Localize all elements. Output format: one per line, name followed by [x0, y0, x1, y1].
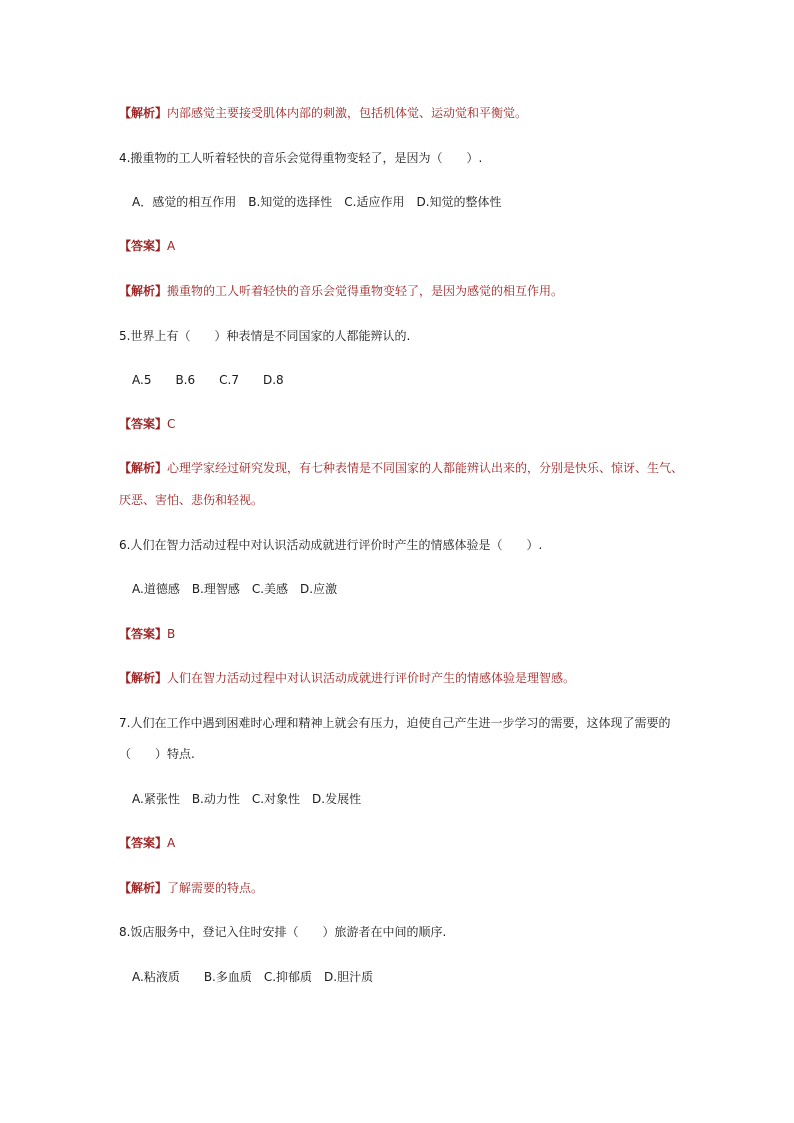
question-text: 6.人们在智力活动过程中对认识活动成就进行评价时产生的情感体验是（ ）. [119, 538, 543, 552]
analysis-text: 人们在智力活动过程中对认识活动成就进行评价时产生的情感体验是理智感。 [167, 671, 576, 685]
analysis-text: 心理学家经过研究发现，有七种表情是不同国家的人都能辨认出来的，分别是快乐、惊讶、生气、 [167, 461, 684, 475]
answer-tag: 【答案】 [119, 239, 168, 253]
answer-line [119, 239, 175, 253]
analysis-line [119, 461, 683, 475]
analysis-line [119, 881, 263, 895]
analysis-line [119, 106, 527, 120]
analysis-tag: 【解析】 [119, 461, 168, 475]
answer-line [119, 627, 175, 641]
analysis-text: 了解需要的特点。 [167, 881, 264, 895]
answer-line [119, 836, 175, 850]
question-text: 5.世界上有（ ）种表情是不同国家的人都能辨认的. [119, 329, 411, 343]
analysis-continuation: 厌恶、害怕、悲伤和轻视。 [119, 493, 264, 507]
analysis-line [119, 671, 575, 685]
question-text: 8.饭店服务中，登记入住时安排（ ）旅游者在中间的顺序. [119, 925, 447, 939]
answer-tag: 【答案】 [119, 417, 168, 431]
answer-value: B [167, 627, 176, 641]
question-options: A.道德感 B.理智感 C.美感 D.应激 [132, 582, 338, 596]
answer-tag: 【答案】 [119, 836, 168, 850]
answer-value: A [167, 836, 176, 850]
answer-value: A [167, 239, 176, 253]
analysis-text: 内部感觉主要接受肌体内部的刺激，包括机体觉、运动觉和平衡觉。 [167, 106, 528, 120]
question-options: A.5 B.6 C.7 D.8 [132, 373, 284, 387]
analysis-tag: 【解析】 [119, 106, 168, 120]
question-text: 4.搬重物的工人听着轻快的音乐会觉得重物变轻了，是因为（ ）. [119, 151, 483, 165]
analysis-text: 搬重物的工人听着轻快的音乐会觉得重物变轻了，是因为感觉的相互作用。 [167, 284, 564, 298]
answer-tag: 【答案】 [119, 627, 168, 641]
answer-value: C [167, 417, 176, 431]
answer-line [119, 417, 175, 431]
analysis-tag: 【解析】 [119, 671, 168, 685]
question-options: A.紧张性 B.动力性 C.对象性 D.发展性 [132, 792, 362, 806]
analysis-tag: 【解析】 [119, 284, 168, 298]
analysis-tag: 【解析】 [119, 881, 168, 895]
question-options: A．感觉的相互作用 B.知觉的选择性 C.适应作用 D.知觉的整体性 [132, 195, 502, 209]
question-text-continued: （ ）特点. [119, 747, 195, 761]
analysis-line [119, 284, 563, 298]
question-text: 7.人们在工作中遇到困难时心理和精神上就会有压力，迫使自己产生进一步学习的需要，这体现了需要的 [119, 716, 671, 730]
question-options: A.粘液质 B.多血质 C.抑郁质 D.胆汁质 [132, 970, 374, 984]
